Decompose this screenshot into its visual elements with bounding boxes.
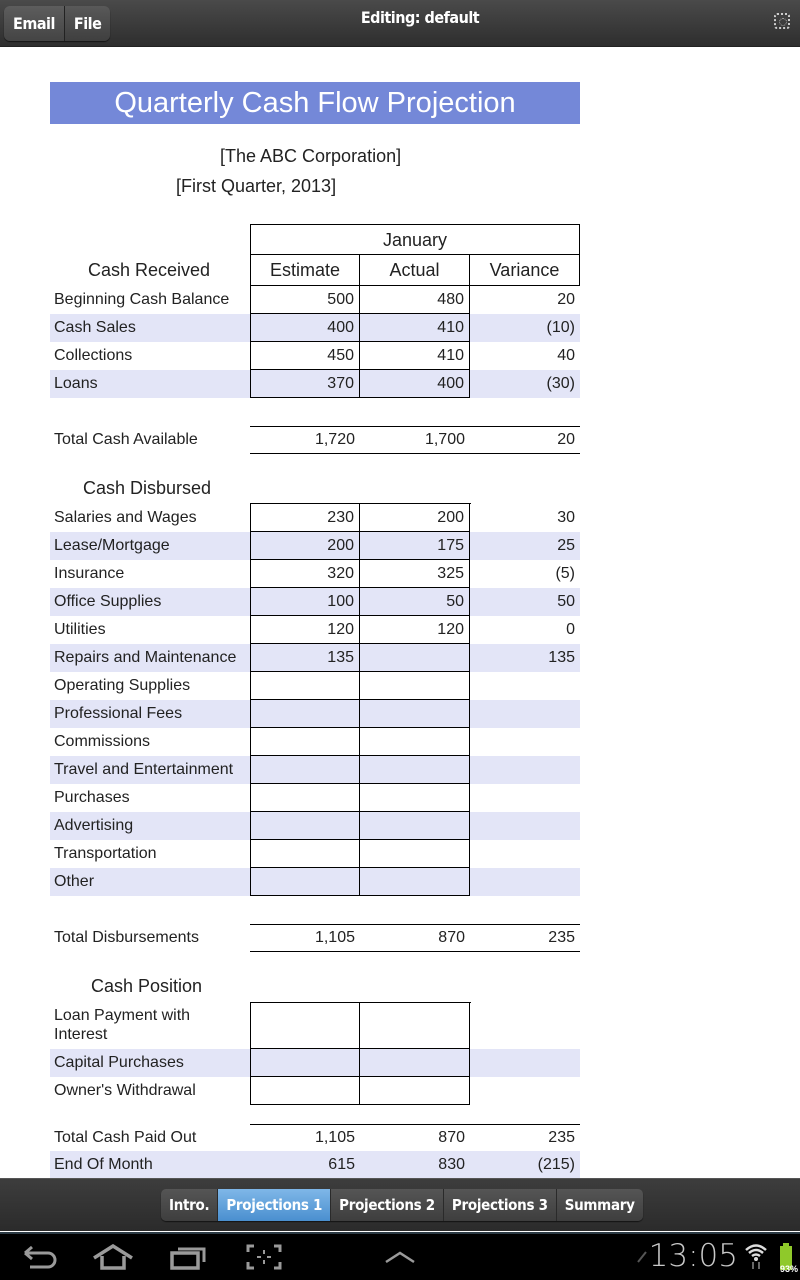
estimate-cell[interactable] <box>250 700 360 728</box>
actual-cell[interactable] <box>360 1077 470 1105</box>
row-label: Loans <box>54 375 98 392</box>
email-button[interactable]: Email <box>4 6 65 41</box>
table-row <box>50 314 580 342</box>
section-cash-received: Cash Received <box>88 260 211 280</box>
row-label: Lease/Mortgage <box>54 537 170 554</box>
actual-cell[interactable] <box>360 672 470 700</box>
actual-cell[interactable] <box>360 812 470 840</box>
actual-cell: 1,700 <box>424 431 465 448</box>
row-label: Office Supplies <box>54 593 162 610</box>
row-label: Cash Sales <box>54 319 136 336</box>
actual-cell: 830 <box>438 1156 465 1173</box>
clock: 13:05 <box>648 1238 738 1274</box>
editing-title: Editing: default <box>360 8 480 27</box>
actual-cell[interactable] <box>360 728 470 756</box>
variance-cell: 135 <box>548 649 575 666</box>
total-cash-paid-out-row <box>50 1124 580 1152</box>
variance-cell: 30 <box>557 509 575 526</box>
screenshot-icon[interactable] <box>246 1244 282 1270</box>
table-row <box>50 672 580 700</box>
table-row <box>50 784 580 812</box>
estimate-cell[interactable]: 200 <box>250 532 360 560</box>
actual-cell[interactable]: 410 <box>360 342 470 370</box>
table-row <box>50 812 580 840</box>
back-icon[interactable] <box>22 1244 58 1270</box>
estimate-cell[interactable]: 500 <box>250 286 360 314</box>
estimate-cell[interactable] <box>250 672 360 700</box>
sheet-tabs <box>161 1189 643 1221</box>
estimate-cell[interactable] <box>250 1077 360 1105</box>
column-header-estimate: Estimate <box>250 254 360 286</box>
actual-cell[interactable]: 200 <box>360 504 470 532</box>
actual-cell[interactable]: 480 <box>360 286 470 314</box>
row-label: Transportation <box>54 845 157 862</box>
column-headers <box>250 254 580 286</box>
divider <box>250 951 580 952</box>
column-header-variance: Variance <box>470 254 580 286</box>
file-button[interactable]: File <box>65 6 110 41</box>
row-label: Commissions <box>54 733 151 750</box>
tab-projections-3[interactable]: Projections 3 <box>444 1189 557 1221</box>
row-label: Professional Fees <box>54 705 183 722</box>
variance-cell <box>470 784 580 812</box>
actual-cell[interactable]: 410 <box>360 314 470 342</box>
table-row <box>50 868 580 896</box>
total-disbursements-row <box>50 924 580 952</box>
estimate-cell: 615 <box>328 1156 355 1173</box>
actual-cell[interactable]: 400 <box>360 370 470 398</box>
actual-cell: 870 <box>438 1129 465 1146</box>
tab-summary[interactable]: Summary <box>557 1189 643 1221</box>
month-header: January <box>250 224 580 255</box>
row-label: Collections <box>54 347 133 364</box>
table-row <box>50 286 580 314</box>
row-label: Repairs and Maintenance <box>54 649 237 666</box>
total-cash-available-row <box>50 426 580 454</box>
estimate-cell[interactable] <box>250 756 360 784</box>
variance-cell: 0 <box>566 621 575 638</box>
estimate-cell[interactable] <box>250 728 360 756</box>
divider <box>250 453 580 454</box>
actual-cell[interactable] <box>360 644 470 672</box>
variance-cell: 235 <box>548 929 575 946</box>
table-row <box>50 756 580 784</box>
table-row <box>50 700 580 728</box>
estimate-cell: 1,720 <box>314 431 355 448</box>
table-row <box>50 840 580 868</box>
tab-intro[interactable]: Intro. <box>161 1189 218 1221</box>
table-row <box>50 616 580 644</box>
row-label: Owner's Withdrawal <box>54 1082 196 1099</box>
variance-cell: 20 <box>557 291 575 308</box>
actual-cell[interactable]: 325 <box>360 560 470 588</box>
variance-cell <box>470 812 580 840</box>
row-label: Purchases <box>54 789 130 806</box>
tab-projections-1[interactable]: Projections 1 <box>218 1189 331 1221</box>
battery-percentage: 93% <box>779 1264 798 1274</box>
row-label-line1: Loan Payment with <box>54 1007 191 1024</box>
table-row <box>50 560 580 588</box>
document-title: Quarterly Cash Flow Projection <box>50 82 580 124</box>
sheet-tab-bar <box>0 1178 800 1231</box>
variance-cell: 235 <box>548 1129 575 1146</box>
tab-projections-2[interactable]: Projections 2 <box>331 1189 444 1221</box>
table-row <box>50 504 580 532</box>
actual-cell[interactable]: 175 <box>360 532 470 560</box>
row-label: Capital Purchases <box>54 1054 184 1071</box>
estimate-cell[interactable] <box>250 868 360 896</box>
variance-cell: (10) <box>546 319 575 336</box>
row-label: End Of Month <box>54 1156 153 1173</box>
row-label <box>54 1006 190 1044</box>
row-label: Beginning Cash Balance <box>54 291 230 308</box>
table-row <box>50 1003 580 1049</box>
variance-cell <box>470 756 580 784</box>
variance-cell: 40 <box>557 347 575 364</box>
variance-cell <box>470 672 580 700</box>
section-cash-position: Cash Position <box>91 976 203 996</box>
estimate-cell[interactable]: 320 <box>250 560 360 588</box>
row-label: Operating Supplies <box>54 677 191 694</box>
row-label: Insurance <box>54 565 125 582</box>
table-row <box>50 370 580 398</box>
table-row <box>50 1049 580 1077</box>
company-name[interactable]: [The ABC Corporation] <box>220 146 402 166</box>
period-label[interactable]: [First Quarter, 2013] <box>176 176 337 196</box>
row-label: Utilities <box>54 621 106 638</box>
recent-apps-icon[interactable] <box>170 1244 208 1270</box>
actual-cell[interactable] <box>360 1003 470 1049</box>
actual-cell: 870 <box>438 929 465 946</box>
app-toolbar <box>0 0 800 47</box>
actual-cell[interactable] <box>360 840 470 868</box>
spreadsheet-document <box>50 82 580 1173</box>
row-label: Total Disbursements <box>54 929 199 946</box>
estimate-cell[interactable] <box>250 840 360 868</box>
estimate-cell: 1,105 <box>314 929 355 946</box>
system-navigation-bar <box>0 1232 800 1280</box>
estimate-cell[interactable] <box>250 784 360 812</box>
table-row <box>50 342 580 370</box>
estimate-cell[interactable]: 230 <box>250 504 360 532</box>
home-icon[interactable] <box>92 1244 134 1270</box>
sync-icon <box>636 1250 648 1264</box>
section-cash-disbursed: Cash Disbursed <box>83 478 212 498</box>
estimate-cell[interactable]: 120 <box>250 616 360 644</box>
table-row <box>50 588 580 616</box>
wifi-icon <box>745 1242 767 1270</box>
fullscreen-toggle-icon[interactable] <box>774 13 790 29</box>
table-row <box>50 728 580 756</box>
table-row <box>50 532 580 560</box>
row-label: Advertising <box>54 817 134 834</box>
estimate-cell[interactable] <box>250 1003 360 1049</box>
row-label: Travel and Entertainment <box>54 761 234 778</box>
actual-cell[interactable] <box>360 700 470 728</box>
variance-cell: 20 <box>557 431 575 448</box>
row-label: Other <box>54 873 95 890</box>
estimate-cell[interactable] <box>250 812 360 840</box>
actual-cell[interactable]: 50 <box>360 588 470 616</box>
row-label-line2: Interest <box>54 1026 108 1043</box>
variance-cell: (30) <box>546 375 575 392</box>
column-header-actual: Actual <box>360 254 470 286</box>
end-of-month-row <box>50 1151 580 1179</box>
row-label: Total Cash Paid Out <box>54 1129 197 1146</box>
estimate-cell[interactable]: 100 <box>250 588 360 616</box>
estimate-cell[interactable]: 370 <box>250 370 360 398</box>
actual-cell[interactable] <box>360 756 470 784</box>
estimate-cell: 1,105 <box>314 1129 355 1146</box>
variance-cell <box>470 700 580 728</box>
actual-cell[interactable] <box>360 868 470 896</box>
variance-cell <box>470 840 580 868</box>
variance-cell: (215) <box>537 1156 575 1173</box>
actual-cell[interactable] <box>360 1049 470 1077</box>
row-label: Salaries and Wages <box>54 509 197 526</box>
variance-cell: (5) <box>555 565 575 582</box>
menu-up-icon[interactable] <box>384 1250 416 1264</box>
variance-cell: 50 <box>557 593 575 610</box>
table-row <box>50 644 580 672</box>
variance-cell: 25 <box>557 537 575 554</box>
variance-cell <box>470 868 580 896</box>
row-label: Total Cash Available <box>54 431 198 448</box>
table-row <box>50 1077 580 1105</box>
variance-cell <box>470 728 580 756</box>
actual-cell[interactable] <box>360 784 470 812</box>
estimate-cell[interactable]: 400 <box>250 314 360 342</box>
estimate-cell[interactable]: 450 <box>250 342 360 370</box>
estimate-cell[interactable] <box>250 1049 360 1077</box>
estimate-cell[interactable]: 135 <box>250 644 360 672</box>
actual-cell[interactable]: 120 <box>360 616 470 644</box>
